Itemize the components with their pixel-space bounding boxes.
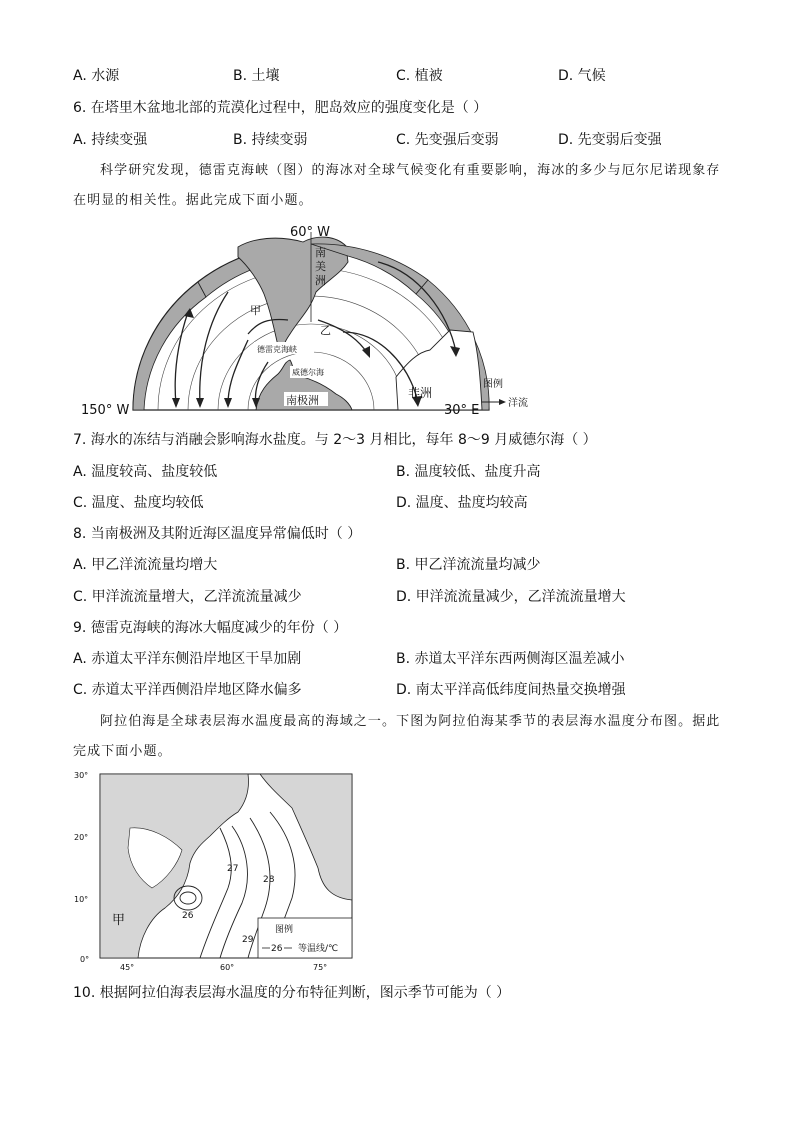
map2-legend-text: 等温线/℃	[298, 944, 339, 954]
label-150w: 150° W	[81, 403, 130, 417]
q7-option-a: A. 温度较高、盐度较低	[73, 464, 218, 480]
q6-option-d: D. 先变弱后变强	[558, 132, 662, 148]
legend-current-label: 洋流	[508, 398, 528, 409]
lon-label-45: 45°	[120, 963, 135, 972]
legend-title: 图例	[483, 379, 503, 390]
map2-legend-title: 图例	[275, 925, 294, 935]
lat-label-30: 30°	[74, 771, 89, 780]
intro2-line1: 阿拉伯海是全球表层海水温度最高的海域之一。下图为阿拉伯海某季节的表层海水温度分布图。据此	[100, 714, 721, 729]
legend-arrow-icon	[499, 399, 506, 405]
label-drake-passage: 德雷克海峡	[257, 345, 297, 354]
intro2-line2: 完成下面小题。	[73, 744, 172, 759]
q5-option-b: B. 土壤	[233, 68, 280, 84]
isotherm-label-28: 28	[263, 875, 275, 885]
isotherm-label-26: 26	[182, 911, 194, 921]
q6-stem: 6. 在塔里木盆地北部的荒漠化过程中，肥岛效应的强度变化是（ ）	[73, 100, 488, 116]
map2-label-jia: 甲	[112, 913, 126, 928]
q6-option-c: C. 先变强后变弱	[396, 132, 499, 148]
lat-label-0: 0°	[80, 955, 90, 964]
q5-option-d: D. 气候	[558, 68, 606, 84]
q7-option-d: D. 温度、盐度均较高	[396, 495, 528, 511]
q9-stem: 9. 德雷克海峡的海冰大幅度减少的年份（ ）	[73, 620, 348, 636]
map2-legend-value: 26	[271, 944, 283, 954]
q6-option-b: B. 持续变弱	[233, 132, 308, 148]
intro1-line1: 科学研究发现，德雷克海峡（图）的海冰对全球气候变化有重要影响，海冰的多少与厄尔尼诺现象存	[100, 163, 721, 178]
lat-label-10: 10°	[74, 895, 89, 904]
q8-option-a: A. 甲乙洋流流量均增大	[73, 557, 218, 573]
q5-option-a: A. 水源	[73, 68, 120, 84]
q10-stem: 10. 根据阿拉伯海表层海水温度的分布特征判断，图示季节可能为（ ）	[73, 985, 511, 1001]
q9-option-d: D. 南太平洋高低纬度间热量交换增强	[396, 682, 626, 698]
q7-option-c: C. 温度、盐度均较低	[73, 495, 204, 511]
intro1-line2: 在明显的相关性。据此完成下面小题。	[73, 193, 313, 208]
q8-option-c: C. 甲洋流流量增大，乙洋流流量减少	[73, 589, 302, 605]
q8-option-b: B. 甲乙洋流流量均减少	[396, 557, 541, 573]
q6-option-a: A. 持续变强	[73, 132, 148, 148]
south-america-char3: 洲	[315, 274, 326, 287]
drake-passage-map	[78, 222, 548, 417]
q8-option-d: D. 甲洋流流量减少，乙洋流流量增大	[396, 589, 626, 605]
q9-option-c: C. 赤道太平洋西侧沿岸地区降水偏多	[73, 682, 302, 698]
label-yi: 乙	[320, 324, 331, 337]
south-america-char2: 美	[315, 260, 326, 273]
label-antarctica: 南极洲	[286, 394, 319, 407]
south-america-char1: 南	[315, 246, 326, 259]
isotherm-label-27: 27	[227, 864, 239, 874]
label-africa: 非洲	[408, 386, 433, 400]
q5-option-c: C. 植被	[396, 68, 443, 84]
q7-stem: 7. 海水的冻结与消融会影响海水盐度。与 2～3 月相比，每年 8～9 月威德尔海（ ）	[73, 432, 597, 448]
q7-option-b: B. 温度较低、盐度升高	[396, 464, 541, 480]
lon-label-75: 75°	[313, 963, 328, 972]
q9-option-b: B. 赤道太平洋东西两侧海区温差减小	[396, 651, 625, 667]
lat-label-20: 20°	[74, 833, 89, 842]
label-south-america	[315, 246, 326, 287]
label-jia: 甲	[250, 304, 261, 317]
q8-stem: 8. 当南极洲及其附近海区温度异常偏低时（ ）	[73, 526, 362, 542]
isotherm-label-29: 29	[242, 935, 254, 945]
label-60w: 60° W	[290, 225, 331, 240]
label-weddell-sea: 威德尔海	[292, 368, 324, 377]
lon-label-60: 60°	[220, 963, 235, 972]
q9-option-a: A. 赤道太平洋东侧沿岸地区干旱加剧	[73, 651, 302, 667]
arabian-sea-map	[70, 768, 360, 973]
label-30e: 30° E	[444, 403, 480, 417]
